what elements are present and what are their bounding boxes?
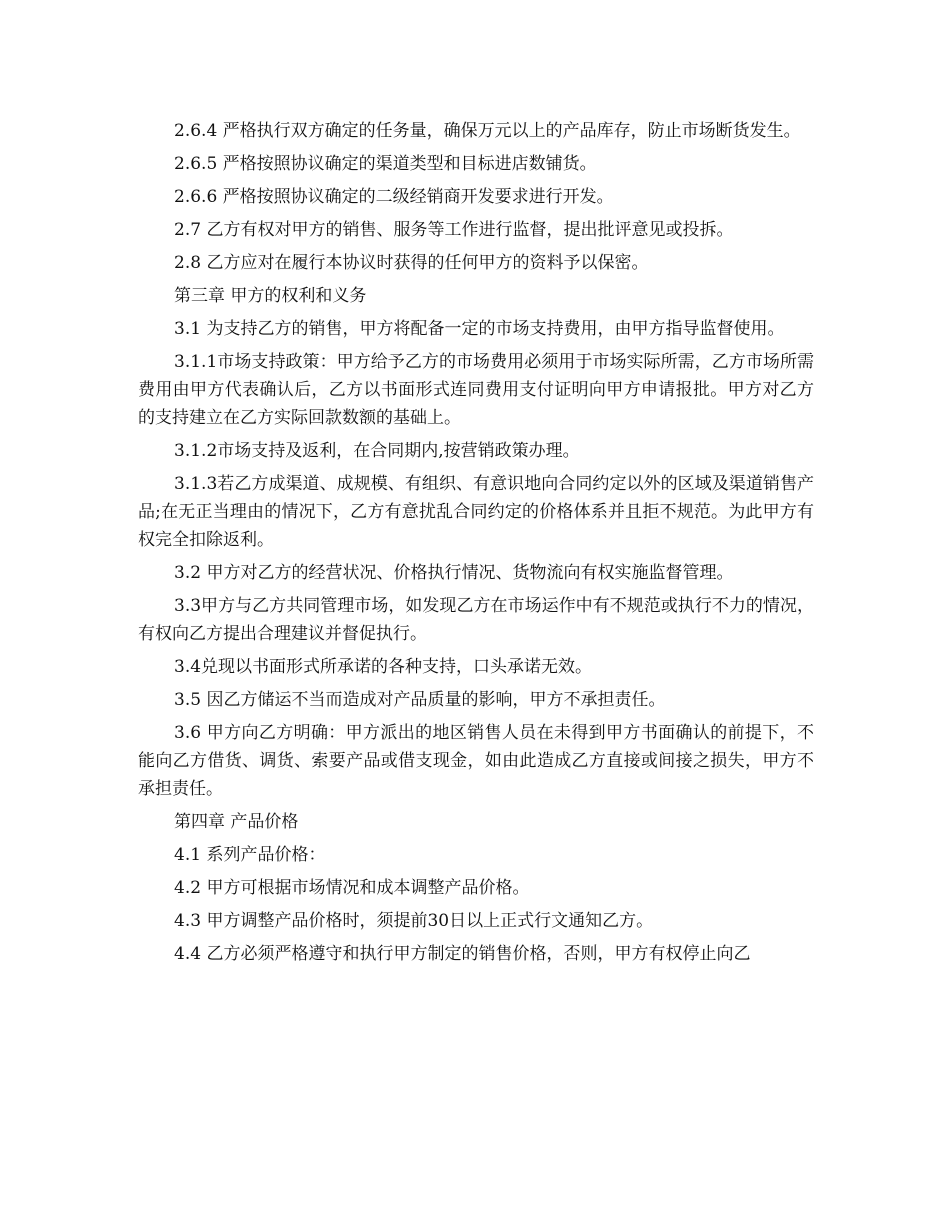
clause-3-4: 3.4兑现以书面形式所承诺的各种支持，口头承诺无效。 bbox=[174, 657, 593, 677]
clause-4-2: 4.2 甲方可根据市场情况和成本调整产品价格。 bbox=[174, 878, 530, 898]
clause-3-1-3: 3.1.3若乙方成渠道、成规模、有组织、有意识地向合同约定以外的区域及渠道销售产品;在无正当理由的情况下，乙方有意扰乱合同约定的价格体系并且拒不规范。为此甲方有权完全扣除返利。 bbox=[138, 474, 814, 550]
clause-2-6-4: 2.6.4 严格执行双方确定的任务量，确保万元以上的产品库存，防止市场断货发生。 bbox=[174, 121, 801, 141]
clause-3-5: 3.5 因乙方储运不当而造成对产品质量的影响，甲方不承担责任。 bbox=[174, 690, 666, 710]
clause-4-1: 4.1 系列产品价格： bbox=[174, 845, 326, 865]
clause-2-7: 2.7 乙方有权对甲方的销售、服务等工作进行监督，提出批评意见或投拆。 bbox=[174, 220, 734, 240]
document-page bbox=[138, 117, 814, 973]
clause-3-1-2: 3.1.2市场支持及返利，在合同期内,按营销政策办理。 bbox=[174, 441, 580, 461]
clause-3-1: 3.1 为支持乙方的销售，甲方将配备一定的市场支持费用，由甲方指导监督使用。 bbox=[174, 319, 785, 339]
chapter-3-heading: 第三章 甲方的权利和义务 bbox=[174, 286, 367, 306]
clause-3-3: 3.3甲方与乙方共同管理市场，如发现乙方在市场运作中有不规范或执行不力的情况，有权向乙方提出合理建议并督促执行。 bbox=[138, 596, 814, 644]
clause-3-1-1: 3.1.1市场支持政策：甲方给予乙方的市场费用必须用于市场实际所需，乙方市场所需费用由甲方代表确认后，乙方以书面形式连同费用支付证明向甲方申请报批。甲方对乙方的支持建立在乙方实际回款数额的基础上。 bbox=[138, 352, 814, 428]
clause-2-6-6: 2.6.6 严格按照协议确定的二级经销商开发要求进行开发。 bbox=[174, 187, 614, 207]
clause-3-6: 3.6 甲方向乙方明确：甲方派出的地区销售人员在未得到甲方书面确认的前提下，不能向乙方借货、调货、索要产品或借支现金，如由此造成乙方直接或间接之损失，甲方不承担责任。 bbox=[138, 723, 814, 799]
clause-2-8: 2.8 乙方应对在履行本协议时获得的任何甲方的资料予以保密。 bbox=[174, 253, 649, 273]
clause-3-2: 3.2 甲方对乙方的经营状况、价格执行情况、货物流向有权实施监督管理。 bbox=[174, 563, 734, 583]
chapter-4-heading: 第四章 产品价格 bbox=[174, 812, 299, 832]
clause-4-4: 4.4 乙方必须严格遵守和执行甲方制定的销售价格，否则，甲方有权停止向乙 bbox=[174, 944, 751, 964]
clause-2-6-5: 2.6.5 严格按照协议确定的渠道类型和目标进店数铺货。 bbox=[174, 154, 597, 174]
clause-4-3: 4.3 甲方调整产品价格时，须提前30日以上正式行文通知乙方。 bbox=[174, 911, 654, 931]
